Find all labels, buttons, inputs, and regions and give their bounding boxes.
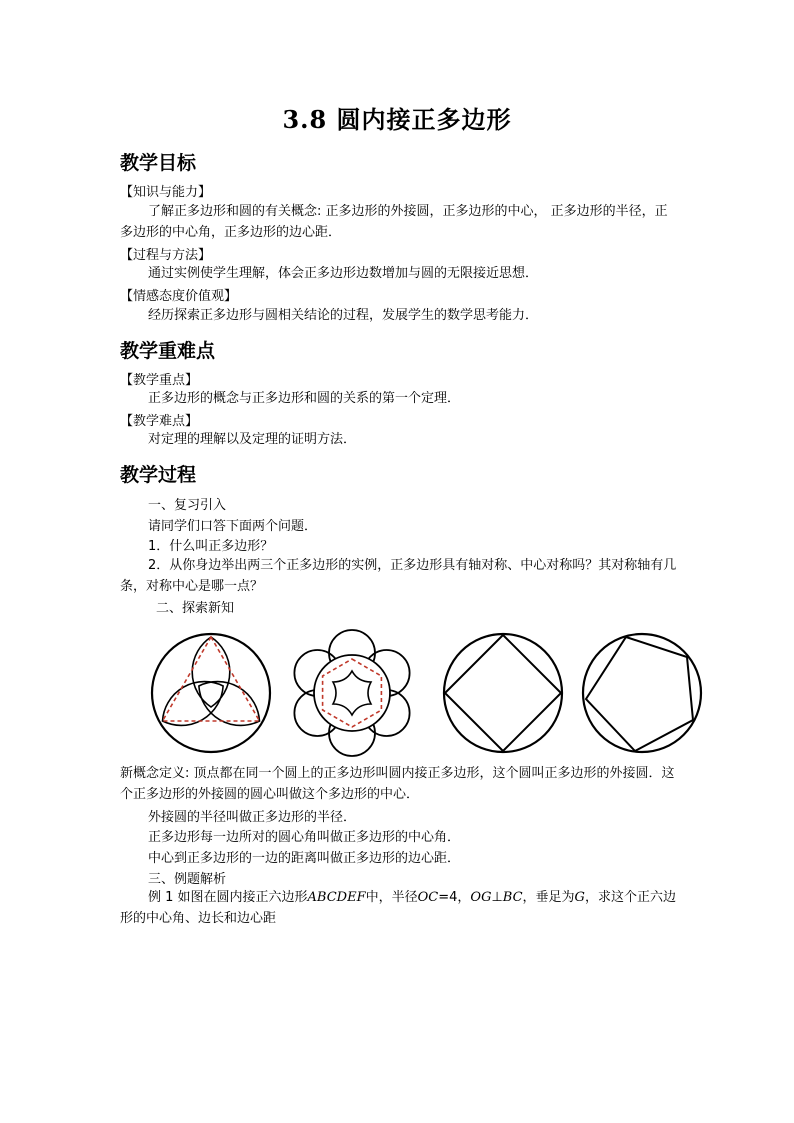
example-text: ，垂足为	[522, 890, 575, 905]
text-attitude: 经历探索正多边形与圆相关结论的过程，发展学生的数学思考能力．	[148, 308, 539, 323]
example-text: =4，	[438, 890, 471, 905]
heading-key-points: 教学重难点	[120, 340, 216, 362]
def-apothem: 中心到正多边形的一边的距离叫做正多边形的边心距．	[148, 851, 461, 866]
text-key: 正多边形的概念与正多边形和圆的关系的第一个定理．	[148, 391, 461, 406]
label-knowledge: 【知识与能力】	[120, 185, 212, 200]
question-1: 1．什么叫正多边形？	[148, 539, 274, 554]
label-attitude: 【情感态度价值观】	[120, 289, 238, 304]
perp-symbol: ⊥	[491, 890, 503, 905]
example-text: 中，半径	[365, 890, 418, 905]
text-knowledge: 了解正多边形和圆的有关概念: 正多边形的外接圆，正多边形的中心， 正多边形的半径，正多边形的中心角，正多边形的边心距．	[120, 204, 668, 240]
math-abcdef: ABCDEF	[307, 890, 366, 905]
figure-flower	[294, 630, 409, 756]
example-text: ，求这个正六边形的中心角、边长和边心距	[120, 890, 676, 926]
label-key: 【教学重点】	[120, 373, 199, 388]
math-oc: OC	[417, 890, 439, 905]
math-g: G	[574, 890, 585, 905]
def-central-angle: 正多边形每一边所对的圆心角叫做正多边形的中心角．	[148, 830, 461, 845]
heading-teaching-goals: 教学目标	[120, 152, 197, 174]
step-examples: 三、例题解析	[148, 872, 227, 887]
math-bc: BC	[502, 890, 523, 905]
page-title: 3.8 圆内接正多边形	[282, 105, 512, 134]
math-og: OG	[470, 890, 492, 905]
definition-text: 新概念定义: 顶点都在同一个圆上的正多边形叫圆内接正多边形，这个圆叫正多边形的外接圆．这个正多边形的外接圆的圆心叫做这个多边形的中心．	[120, 766, 675, 802]
question-2: 2．从你身边举出两三个正多边形的实例，正多边形具有轴对称、中心对称吗？其对称轴有几条，对称中心是哪一点？	[120, 558, 677, 594]
figure-square	[444, 634, 562, 752]
label-difficulty: 【教学难点】	[120, 414, 199, 429]
figure-pentagon	[583, 634, 701, 752]
text-difficulty: 对定理的理解以及定理的证明方法．	[148, 432, 357, 447]
example-1	[120, 888, 680, 929]
ask-text: 请同学们口答下面两个问题．	[148, 519, 318, 534]
polygon-figures	[145, 627, 705, 757]
def-radius: 外接圆的半径叫做正多边形的半径．	[148, 810, 357, 825]
text-process: 通过实例使学生理解，体会正多边形边数增加与圆的无限接近思想．	[148, 266, 539, 281]
label-process: 【过程与方法】	[120, 248, 212, 263]
heading-process: 教学过程	[120, 464, 197, 486]
step-review: 一、复习引入	[148, 498, 227, 513]
step-explore: 二、探索新知	[156, 601, 235, 616]
figure-trefoil	[152, 634, 270, 752]
example-text: 例 1 如图在圆内接正六边形	[148, 890, 308, 905]
